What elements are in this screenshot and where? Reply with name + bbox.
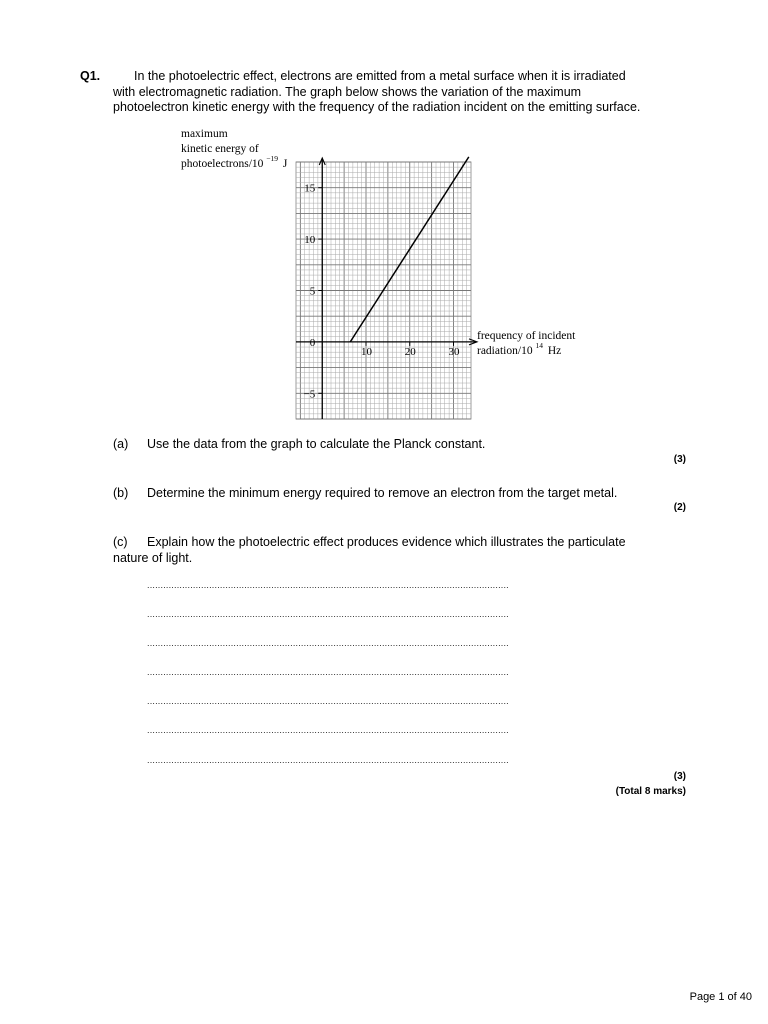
- y-axis-label-prefix: photoelectrons/10: [181, 158, 264, 170]
- part-c-text-line-2: nature of light.: [113, 550, 193, 565]
- part-c-marks: (3): [673, 771, 686, 782]
- part-c-letter: (c): [113, 535, 128, 549]
- part-b-marks: (2): [673, 502, 686, 513]
- x-axis-label: [477, 330, 576, 357]
- intro-line-2: with electromagnetic radiation. The graph below shows the variation of the maximum: [113, 84, 582, 99]
- part-a-marks: (3): [673, 454, 686, 465]
- x-axis-label-exponent: 14: [535, 341, 543, 350]
- y-axis-label-exponent: −19: [266, 154, 279, 163]
- question-intro: [113, 69, 673, 116]
- intro-line-1: In the photoelectric effect, electrons are emitted from a metal surface when it is irradiated: [134, 69, 626, 83]
- answer-line[interactable]: ......................................................................................................................................: [147, 638, 509, 648]
- y-axis-label-unit: J: [282, 158, 288, 170]
- y-axis-label-line-1: maximum: [181, 128, 228, 140]
- part-c-text-line-1: Explain how the photoelectric effect produces evidence which illustrates the particulate: [147, 535, 626, 549]
- x-tick-label: 20: [404, 345, 416, 358]
- intro-line-3: photoelectron kinetic energy with the frequency of the radiation incident on the emitting surface.: [113, 100, 641, 114]
- question-number: Q1.: [80, 69, 101, 83]
- answer-line[interactable]: ......................................................................................................................................: [147, 609, 509, 619]
- part-b-text: Determine the minimum energy required to remove an electron from the target metal.: [147, 486, 618, 500]
- part-c-text: [113, 535, 626, 566]
- x-axis-label-line-1: frequency of incident: [477, 330, 576, 342]
- y-tick-label: −5: [303, 388, 316, 401]
- total-marks: (Total 8 marks): [615, 786, 686, 797]
- answer-line[interactable]: ......................................................................................................................................: [147, 755, 509, 765]
- y-axis-label-line-2: kinetic energy of: [181, 143, 259, 155]
- x-axis-label-prefix: radiation/10: [477, 345, 533, 357]
- x-axis-label-unit: Hz: [547, 345, 562, 357]
- answer-line[interactable]: ......................................................................................................................................: [147, 696, 509, 706]
- answer-line[interactable]: ......................................................................................................................................: [147, 667, 509, 677]
- answer-line[interactable]: ......................................................................................................................................: [147, 580, 509, 590]
- part-b-letter: (b): [113, 486, 129, 500]
- kinetic-energy-frequency-graph: [170, 120, 600, 425]
- y-tick-label: 10: [304, 234, 316, 247]
- part-a-text: Use the data from the graph to calculate the Planck constant.: [147, 437, 486, 451]
- part-a-letter: (a): [113, 437, 129, 451]
- x-tick-label: 30: [448, 345, 460, 358]
- page-number: Page 1 of 40: [689, 991, 752, 1003]
- answer-line[interactable]: ......................................................................................................................................: [147, 725, 509, 735]
- y-tick-label: 0: [309, 336, 316, 349]
- y-tick-label: 15: [304, 182, 316, 195]
- x-tick-label: 10: [361, 345, 372, 358]
- y-axis-label: [181, 128, 288, 170]
- y-tick-label: 5: [309, 285, 316, 298]
